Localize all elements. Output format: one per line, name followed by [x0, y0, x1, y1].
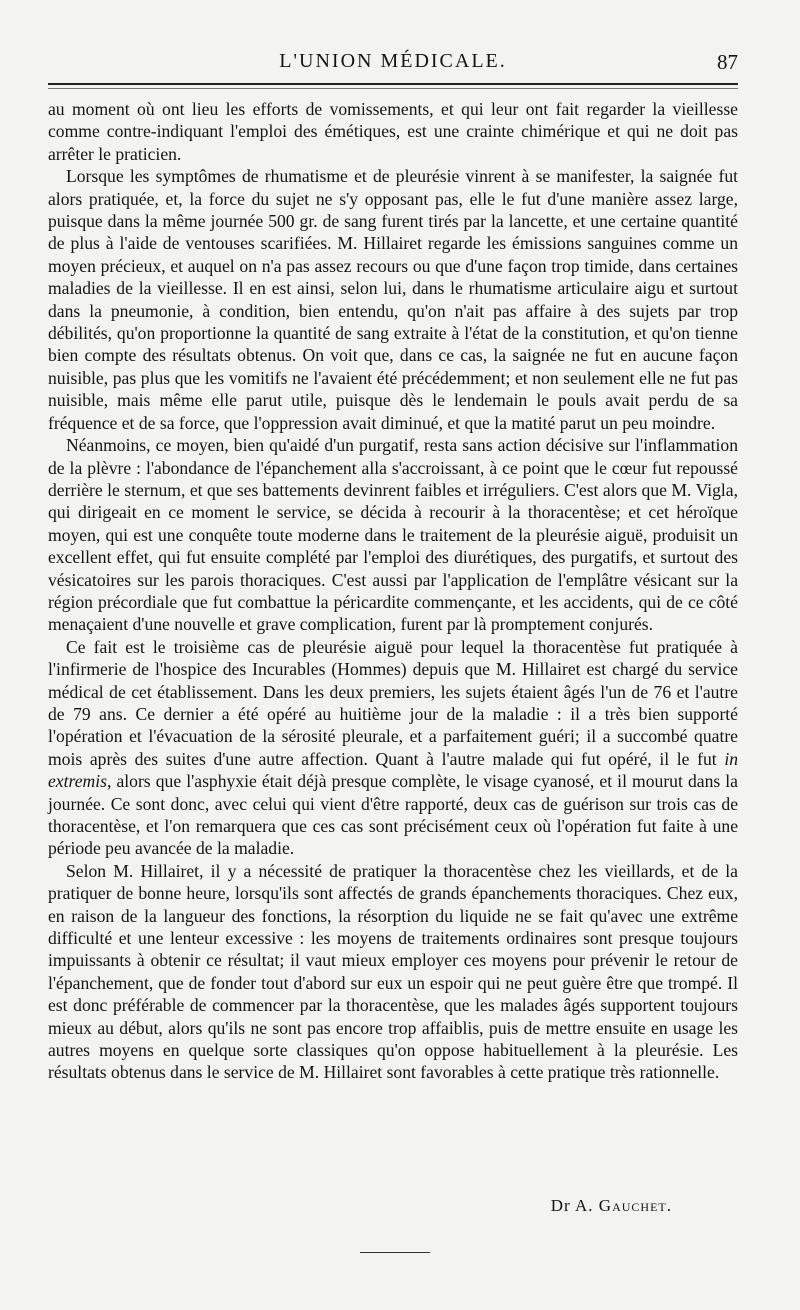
signature-name: Gauchet.	[598, 1196, 672, 1215]
paragraph-2: Lorsque les symptômes de rhumatisme et de pleurésie vinrent à se manifester, la saignée fut alors pratiquée, et, la force du sujet ne s'y opposant pas, elle le fut d'une manière assez large, puisque dans la même journée 500 gr. de sang furent tirés par la lancette, et une certaine quantité de plus à l'aide de ventouses scarifiées. M. Hillairet regarde les émissions sanguines comme un moyen précieux, et auquel on n'a pas assez recours ou que d'une façon trop timide, dans certaines maladies de la vieillesse. Il en est ainsi, selon lui, dans le rhumatisme articulaire aigu et surtout dans la pneumonie, à condition, bien entendu, qu'on n'ait pas affaire à des sujets par trop débilités, qu'on proportionne la quantité de sang extraite à l'état de la constitution, et qu'on tienne bien compte des résultats obtenus. On voit que, dans ce cas, la saignée ne fut en aucune façon nuisible, pas plus que les vomitifs ne l'avaient été précédemment; et non seulement elle ne fut pas nuisible, mais même elle parut utile, puisque dès le lendemain le pouls avait perdu de sa fréquence et de sa force, que l'oppression avait diminué, et que la matité parut un peu moindre.	[48, 166, 738, 433]
article-body	[48, 98, 738, 1084]
author-signature	[551, 1196, 672, 1216]
paragraph-3: Néanmoins, ce moyen, bien qu'aidé d'un purgatif, resta sans action décisive sur l'inflammation de la plèvre : l'abondance de l'épanchement alla s'accroissant, à ce point que le cœur fut repoussé derrière le sternum, et que ses battements devinrent faibles et irréguliers. C'est alors que M. Vigla, qui dirigeait en ce moment le service, se décida à recourir à la thoracentèse; et cet héroïque moyen, qui est une conquête toute moderne dans le traitement de la pleurésie aiguë, produisit un excellent effet, qui fut ensuite complété par l'emploi des diurétiques, des purgatifs, et surtout des vésicatoires sur les parois thoraciques. C'est aussi par l'application de l'emplâtre vésicant sur la région précordiale que fut combattue la péricardite commençante, et les accidents, qui de ce côté menaçaient d'une nouvelle et grave complication, furent par là promptement conjurés.	[48, 435, 738, 635]
paragraph-4-italic: in extremis,	[48, 748, 738, 792]
paragraph-5: Selon M. Hillairet, il y a nécessité de pratiquer la thoracentèse chez les vieillards, et de la pratiquer de bonne heure, lorsqu'ils sont affectés de grands épanchements thoraciques. Chez eux, en raison de la langueur des fonctions, la résorption du liquide ne se fait qu'avec une extrême difficulté et une lenteur excessive : les moyens de traitements ordinaires sont presque toujours impuissants à obtenir ce résultat; il vaut mieux employer ces moyens pour prévenir le retour de l'épanchement, que de fonder tout d'abord sur eux un espoir qui ne peut guère être que trompé. Il est donc préférable de commencer par la thoracentèse, que les malades âgés supportent toujours mieux au début, alors qu'ils ne sont pas encore trop affaiblis, puis de mettre ensuite en usage les autres moyens en quelque sorte classiques qu'on oppose habituellement à la pleurésie. Les résultats obtenus dans le service de M. Hillairet sont favorables à cette pratique très rationnelle.	[48, 860, 738, 1083]
paragraph-4-part-2: alors que l'asphyxie était déjà presque complète, le visage cyanosé, et il mourut dans la journée. Ce sont donc, avec celui qui vient d'être rapporté, deux cas de guérison sur trois cas de thoracentèse, et l'on remarquera que ces cas sont précisément ceux où l'opération fut faite à une période peu avancée de la maladie.	[48, 771, 738, 859]
paragraph-1: au moment où ont lieu les efforts de vomissements, et qui leur ont fait regarder la vieillesse comme contre-indiquant l'emploi des émétiques, est une crainte chimérique et qui ne doit pas arrêter le praticien.	[48, 99, 738, 164]
paragraph-4	[48, 636, 738, 860]
running-title: L'UNION MÉDICALE.	[279, 50, 507, 72]
signature-prefix: Dr A.	[550, 1196, 594, 1215]
page-number: 87	[717, 50, 738, 74]
end-rule	[360, 1252, 430, 1253]
page-header	[48, 46, 738, 78]
header-rule	[48, 83, 738, 85]
paragraph-4-part-1: Ce fait est le troisième cas de pleurésie aiguë pour lequel la thoracentèse fut pratiquée à l'infirmerie de l'hospice des Incurables (Hommes) depuis que M. Hillairet est chargé du service médical de cet établissement. Dans les deux premiers, les sujets étaient âgés l'un de 76 et l'autre de 79 ans. Ce dernier a été opéré au huitième jour de la maladie : il a très bien supporté l'opération et l'évacuation de la sérosité pleurale, et a parfaitement guéri; il a succombé quatre mois après des suites d'une autre affection. Quant à l'autre malade qui fut opéré, il le fut	[48, 636, 738, 769]
header-rule-thin	[48, 88, 738, 89]
